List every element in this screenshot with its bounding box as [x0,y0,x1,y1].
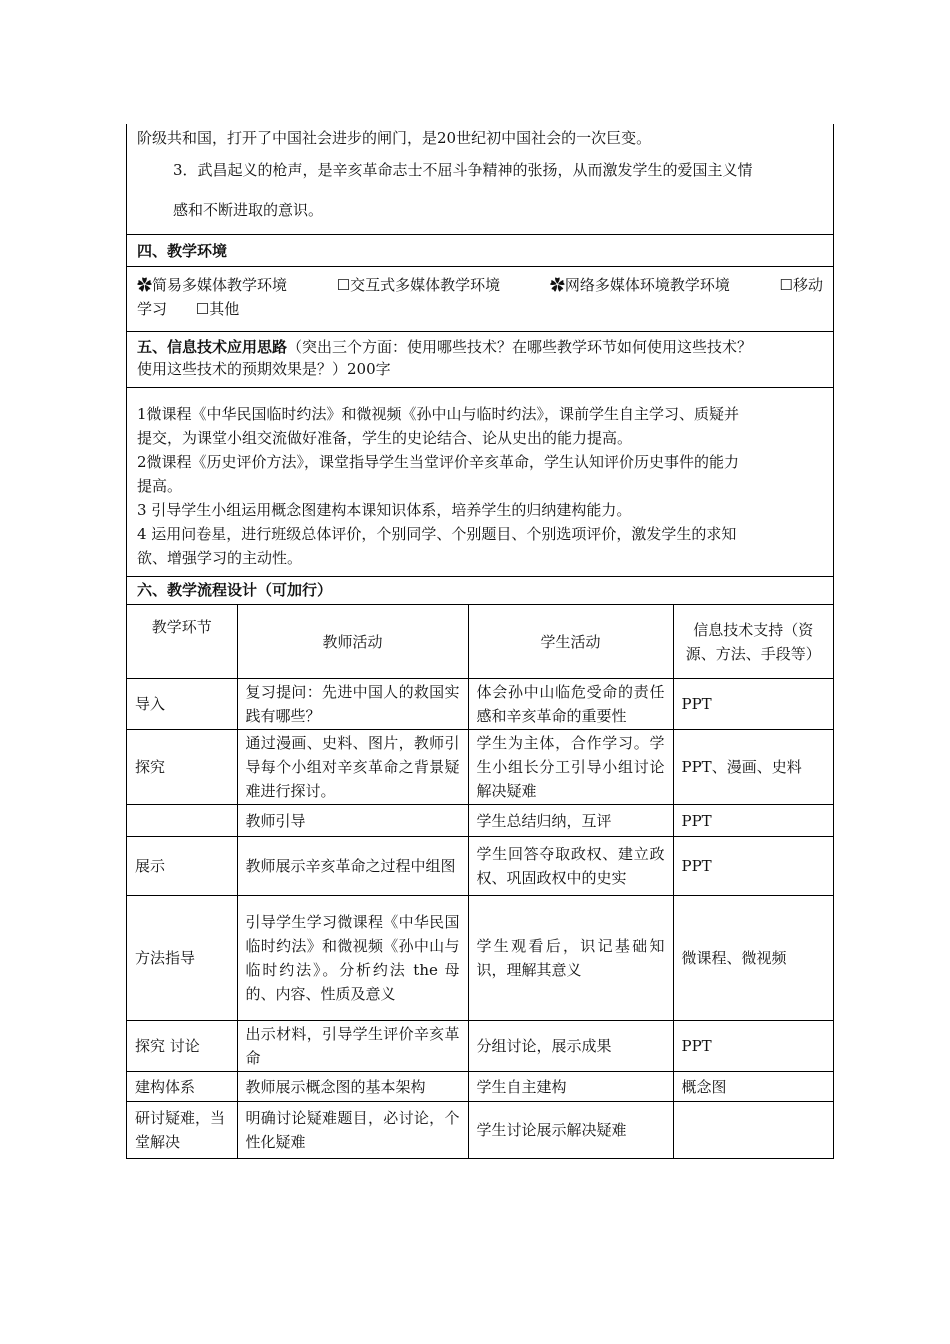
cell-stage: 展示 [127,837,237,896]
tech-plan-line: 3 引导学生小组运用概念图建构本课知识体系，培养学生的归纳建构能力。 [137,501,632,519]
flower-checkbox-icon: ✿ [549,276,565,294]
cell-tech: 微课程、微视频 [673,896,833,1021]
cell-teacher: 教师引导 [237,805,468,837]
empty-checkbox-icon: ☐ [336,276,351,294]
cell-stage [127,805,237,837]
flower-checkbox-icon: ✿ [137,276,153,294]
table-row [127,805,833,837]
cell-tech: PPT [673,679,833,730]
tech-plan-line: 4 运用问卷星，进行班级总体评价，个别同学、个别题目、个别选项评价，激发学生的求知 [137,525,737,543]
cell-stage: 研讨疑难，当堂解决 [127,1102,237,1159]
section-5-header [127,332,833,388]
environment-options-line-2 [137,297,843,321]
environment-options-line-1 [137,273,823,297]
cell-tech: 概念图 [673,1072,833,1102]
cell-stage: 探究 讨论 [127,1021,237,1072]
section-5-title: 五、信息技术应用思路 [137,338,288,356]
cell-student: 学生总结归纳，互评 [468,805,673,837]
continuation-line-1: 阶级共和国，打开了中国社会进步的闸门，是20世纪初中国社会的一次巨变。 [137,129,652,147]
cell-stage: 方法指导 [127,896,237,1021]
cell-teacher: 教师展示辛亥革命之过程中组图 [237,837,468,896]
section-4-header [127,235,833,267]
section-5-note-line-1: （突出三个方面：使用哪些技术？在哪些教学环节如何使用这些技术？ [287,338,753,356]
cell-student: 学生为主体，合作学习。学生小组长分工引导小组讨论解决疑难 [468,730,673,805]
cell-student: 分组讨论，展示成果 [468,1021,673,1072]
objective-item-3-line-1: 3．武昌起义的枪声，是辛亥革命志士不屈斗争精神的张扬，从而激发学生的爱国主义情 [173,161,753,179]
cell-teacher: 明确讨论疑难题目，必讨论，个性化疑难 [237,1102,468,1159]
cell-tech: PPT、漫画、史料 [673,730,833,805]
objective-item-3-line-2: 感和不断进取的意识。 [173,201,324,219]
table-row [127,837,833,896]
tech-plan-line: 2微课程《历史评价方法》，课堂指导学生当堂评价辛亥革命，学生认知评价历史事件的能力 [137,453,740,471]
table-row [127,896,833,1021]
section-5-title-line-1 [137,335,843,359]
tech-plan-line: 提高。 [137,477,183,495]
cell-student: 体会孙中山临危受命的责任感和辛亥革命的重要性 [468,679,673,730]
section-6-header [127,577,833,604]
cell-teacher: 通过漫画、史料、图片，教师引导每个小组对辛亥革命之背景疑难进行探讨。 [237,730,468,805]
lesson-plan-document [126,124,834,1159]
cell-stage: 探究 [127,730,237,805]
cell-tech [673,1102,833,1159]
cell-teacher: 教师展示概念图的基本架构 [237,1072,468,1102]
option-network-multimedia[interactable]: ✿网络多媒体环境教学环境 [549,276,730,294]
table-row [127,679,833,730]
section-4-title: 四、教学环境 [137,242,228,260]
option-other[interactable]: ☐其他 [195,300,240,318]
section-5-note-line-2: 使用这些技术的预期效果是？）200字 [137,360,391,378]
cell-teacher: 出示材料，引导学生评价辛亥革命 [237,1021,468,1072]
tech-plan-line: 1微课程《中华民国临时约法》和微视频《孙中山与临时约法》，课前学生自主学习、质疑并 [137,405,740,423]
cell-teacher: 复习提问：先进中国人的救国实践有哪些？ [237,679,468,730]
header-student-activity: 学生活动 [468,605,673,679]
tech-plan-line: 欲、增强学习的主动性。 [137,549,303,567]
empty-checkbox-icon: ☐ [779,276,793,294]
empty-checkbox-icon: ☐ [195,300,210,318]
option-simple-multimedia[interactable]: ✿简易多媒体教学环境 [137,276,288,294]
table-row [127,1021,833,1072]
cell-tech: PPT [673,805,833,837]
table-row [127,1102,833,1159]
cell-stage: 导入 [127,679,237,730]
tech-plan-line: 提交，为课堂小组交流做好准备，学生的史论结合、论从史出的能力提高。 [137,429,633,447]
cell-teacher: 引导学生学习微课程《中华民国临时约法》和微视频《孙中山与临时约法》。分析约法 the 母的、内容、性质及意义 [237,896,468,1021]
option-mobile-learning[interactable]: ☐移动 [779,276,823,294]
mobile-learning-continuation: 学习 [137,300,168,318]
cell-student: 学生观看后，识记基础知识，理解其意义 [468,896,673,1021]
cell-student: 学生讨论展示解决疑难 [468,1102,673,1159]
section-6-title: 六、教学流程设计（可加行） [137,581,333,599]
cell-tech: PPT [673,1021,833,1072]
option-interactive-multimedia[interactable]: ☐交互式多媒体教学环境 [336,276,501,294]
cell-student: 学生回答夺取政权、建立政权、巩固政权中的史实 [468,837,673,896]
table-row [127,1072,833,1102]
objectives-continuation [127,124,833,235]
cell-tech: PPT [673,837,833,896]
cell-stage: 建构体系 [127,1072,237,1102]
table-header-row [127,605,833,679]
cell-student: 学生自主建构 [468,1072,673,1102]
table-row [127,730,833,805]
header-stage: 教学环节 [127,605,237,679]
header-tech-support: 信息技术支持（资源、方法、手段等） [673,605,833,679]
header-teacher-activity: 教师活动 [237,605,468,679]
teaching-flow-table [127,604,833,1159]
section-5-body [127,388,833,577]
section-4-options [127,267,833,332]
